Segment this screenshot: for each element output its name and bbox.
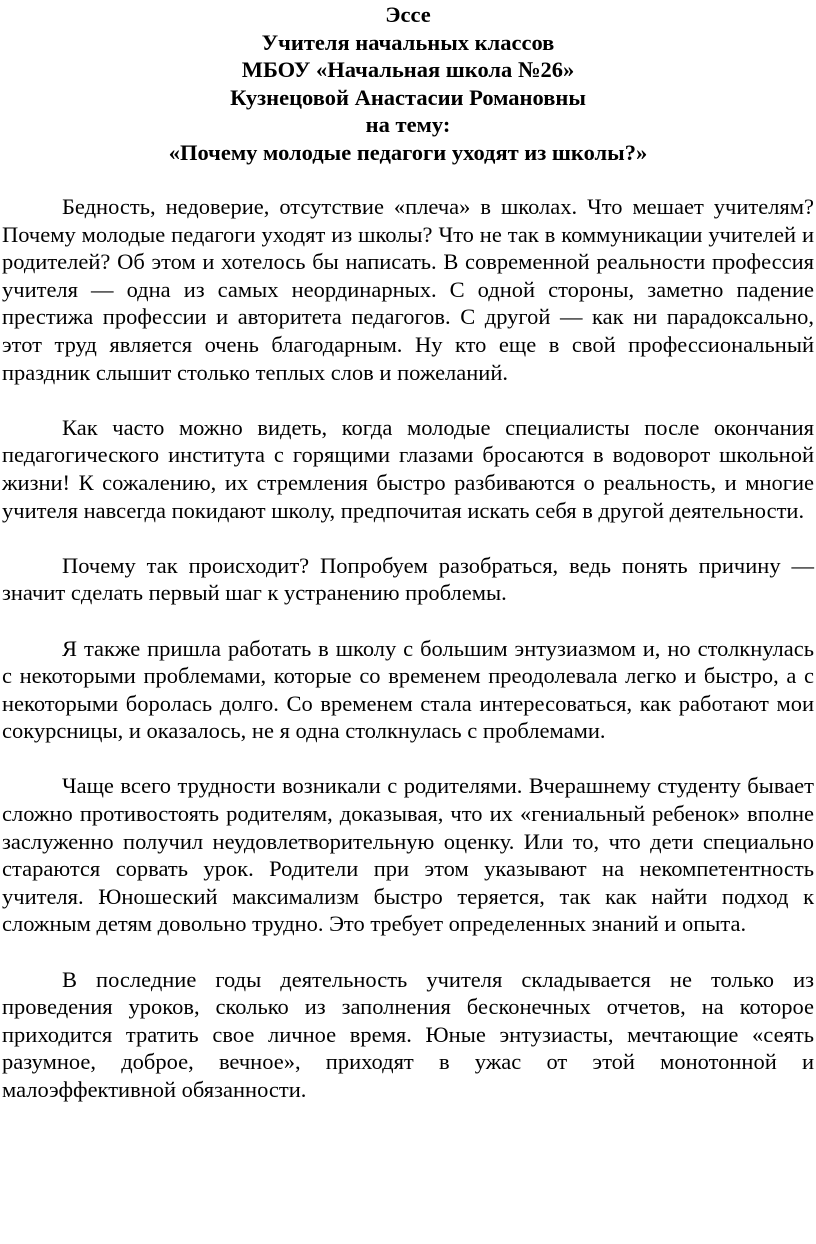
document-header <box>2 1 814 166</box>
paragraph-3: Почему так происходит? Попробуем разобраться, ведь понять причину — значит сделать первый шаг к устранению проблемы. <box>2 552 814 606</box>
school-name: МБОУ «Начальная школа №26» <box>241 57 575 82</box>
author-position: Учителя начальных классов <box>261 29 555 55</box>
paragraph-4: Я также пришла работать в школу с большим энтузиазмом и, но столкнулась с некоторыми проблемами, которые со временем преодолевала легко и быстро, а с некоторыми боролась долго. Со временем стала интересоваться, как работают мои сокурсницы, и оказалось, не я одна столкнулась с проблемами. <box>2 635 814 744</box>
paragraph-2: Как часто можно видеть, когда молодые специалисты после окончания педагогического института с горящими глазами бросаются в водоворот школьной жизни! К сожалению, их стремления быстро разбиваются о реальность, и многие учителя навсегда покидают школу, предпочитая искать себя в другой деятельности. <box>2 414 814 523</box>
author-name: Кузнецовой Анастасии Романовны <box>230 84 586 110</box>
paragraph-5: Чаще всего трудности возникали с родителями. Вчерашнему студенту бывает сложно противостоять родителям, доказывая, что их «гениальный ребенок» вполне заслуженно получил неудовлетворительную оценку. Или то, что дети специально стараются сорвать урок. Родители при этом указывают на некомпетентность учителя. Юношеский максимализм быстро теряется, так как найти подход к сложным детям довольно трудно. Это требует определенных знаний и опыта. <box>2 773 814 937</box>
essay-label: Эссе <box>385 2 431 27</box>
essay-title: «Почему молодые педагоги уходят из школы?» <box>168 139 648 165</box>
paragraph-6: В последние годы деятельность учителя складывается не только из проведения уроков, сколько из заполнения бесконечных отчетов, на которое приходится тратить свое личное время. Юные энтузиасты, мечтающие «сеять разумное, доброе, вечное», приходят в ужас от этой монотонной и малоэффективной обязанности. <box>2 966 814 1102</box>
paragraph-1: Бедность, недоверие, отсутствие «плеча» в школах. Что мешает учителям? Почему молодые педагоги уходят из школы? Что не так в коммуникации учителей и родителей? Об этом и хотелось бы написать. В современной реальности профессия учителя — одна из самых неординарных. С одной стороны, заметно падение престижа профессии и авторитета педагогов. С другой — как ни парадоксально, этот труд является очень благодарным. Ну кто еще в свой профессиональный праздник слышит столько теплых слов и пожеланий. <box>2 194 814 385</box>
document-body <box>2 193 814 1104</box>
topic-label: на тему: <box>365 112 451 137</box>
